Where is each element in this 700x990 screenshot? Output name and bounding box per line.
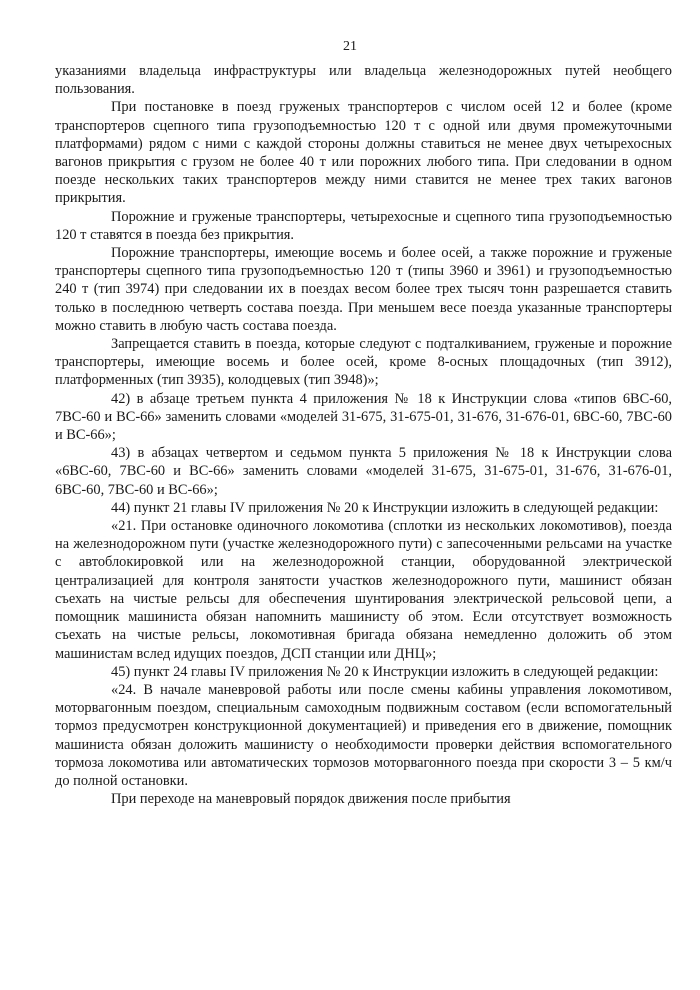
paragraph: Порожние и груженые транспортеры, четырехосные и сцепного типа грузоподъемностью 120 т ставятся в поезда без прикрытия. xyxy=(55,208,672,243)
paragraph: 43) в абзацах четвертом и седьмом пункта 5 приложения № 18 к Инструкции слова «6ВС-60, 7ВС-60 и ВС-66» заменить словами «моделей 31-675, 31-675-01, 31-676, 31-676-01, 6ВС-60, 7ВС-60 и ВС-66»; xyxy=(55,445,672,498)
paragraph: Запрещается ставить в поезда, которые следуют с подталкиванием, груженые и порожние транспортеры, имеющие восемь и более осей, кроме 8-осных площадочных (тип 3912), платформенных (тип 3935), колодцевых (тип 3948)»; xyxy=(55,336,672,389)
paragraph: 44) пункт 21 главы IV приложения № 20 к Инструкции изложить в следующей редакции: xyxy=(111,499,659,516)
document-body xyxy=(55,62,672,808)
paragraph: Порожние транспортеры, имеющие восемь и более осей, а также порожние и груженые транспортеры сцепного типа грузоподъемностью 120 т (типы 3960 и 3961) и грузоподъемностью 240 т (тип 3974) при следовании их в поездах весом более трех тысяч тонн разрешается ставить только в последнюю четверть состава поезда. При меньшем весе поезда указанные транспортеры можно ставить в любую часть состава поезда. xyxy=(55,245,672,334)
page-number: 21 xyxy=(343,39,357,54)
paragraph: 42) в абзаце третьем пункта 4 приложения № 18 к Инструкции слова «типов 6ВС-60, 7ВС-60 и ВС-66» заменить словами «моделей 31-675, 31-675-01, 31-676, 31-676-01, 6ВС-60, 7ВС-60 и ВС-66»; xyxy=(55,390,672,444)
paragraph: При постановке в поезд груженых транспортеров с числом осей 12 и более (кроме транспортеров сцепного типа грузоподъемностью 120 т с одной или двумя промежуточными платформами) рядом с ними с каждой стороны должны ставиться не менее двух четырехосных вагонов прикрытия с грузом не более 40 т или порожних любого типа. При следовании в одном поезде нескольких таких транспортеров между ними ставится не менее трех таких вагонов прикрытия. xyxy=(55,99,672,207)
paragraph: «24. В начале маневровой работы или после смены кабины управления локомотивом, моторвагонным поездом, специальным самоходным подвижным составом (если вспомогательный тормоз предусмотрен конструкционной документацией) и приведения его в движение, помощник машиниста обязан доложить машинисту о необходимости проверки действия вспомогательного тормоза локомотива или автоматических тормозов моторвагонного поезда при скорости 3 – 5 км/ч до полной остановки. xyxy=(55,681,672,789)
paragraph: указаниями владельца инфраструктуры или владельца железнодорожных путей необщего пользования. xyxy=(55,63,672,98)
paragraph: «21. При остановке одиночного локомотива (сплотки из нескольких локомотивов), поезда на железнодорожном пути (участке железнодорожного пути) с запесоченными рельсами на участке с автоблокировкой или на железнодорожной станции, оборудованной электрической централизацией для контроля занятости участков железнодорожного пути, машинист обязан съехать на чистые рельсы для обеспечения шунтирования электрической рельсовой цепи, а помощник машиниста обязан напомнить машинисту об этом. Если отсутствует возможность съехать на чистые рельсы, локомотивная бригада обязана немедленно доложить об этом машинистам вслед идущих поездов, ДСП станции или ДНЦ»; xyxy=(55,518,672,662)
paragraph: 45) пункт 24 главы IV приложения № 20 к Инструкции изложить в следующей редакции: xyxy=(111,663,659,680)
paragraph: При переходе на маневровый порядок движения после прибытия xyxy=(111,791,511,808)
